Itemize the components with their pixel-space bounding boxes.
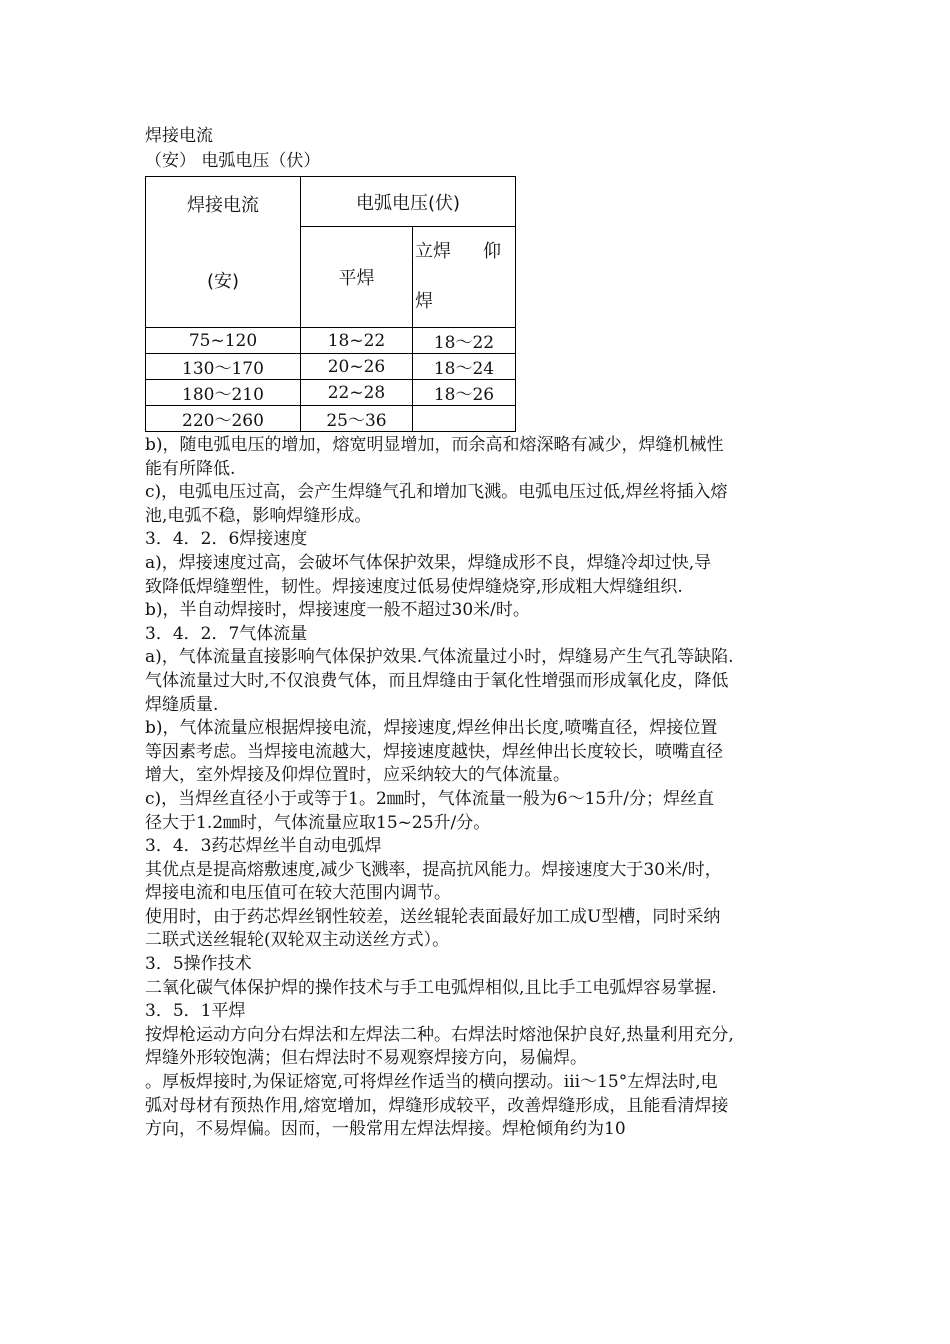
table-cell: 22~28: [301, 380, 413, 406]
text-line: 气体流量过大时,不仅浪费气体，而且焊缝由于氧化性增强而形成氧化皮，降低: [145, 670, 729, 691]
text-line: 焊接电流和电压值可在较大范围内调节。: [145, 883, 451, 904]
text-line: 方向，不易焊偏。因而，一般常用左焊法焊接。焊枪倾角约为10: [145, 1119, 626, 1140]
table-cell: [413, 406, 516, 432]
table-cell: 75~120: [146, 328, 301, 354]
text-line: 池,电弧不稳，影响焊缝形成。: [145, 505, 372, 526]
text-line: b)，随电弧电压的增加，熔宽明显增加，而余高和熔深略有减少，焊缝机械性: [145, 435, 724, 455]
col-flat-weld: 平焊: [301, 227, 413, 328]
text-line: 等因素考虑。当焊接电流越大，焊接速度越快，焊丝伸出长度较长，喷嘴直径: [145, 741, 723, 762]
text-line: 3．4．2．6焊接速度: [145, 529, 308, 550]
text-line: 致降低焊缝塑性，韧性。焊接速度过低易使焊缝烧穿,形成粗大焊缝组织.: [145, 576, 683, 597]
text-line: 3．5．1平焊: [145, 1001, 246, 1022]
text-line: c)，当焊丝直径小于或等于1。2㎜时，气体流量一般为6～15升/分；焊丝直: [145, 788, 714, 809]
text-line: b)，半自动焊接时，焊接速度一般不超过30米/时。: [145, 600, 530, 621]
text-line: 按焊枪运动方向分右焊法和左焊法二种。右焊法时熔池保护良好,热量利用充分,: [145, 1024, 734, 1045]
pre-table-caption: [145, 124, 825, 176]
col-overhead-label-b: 焊: [415, 291, 433, 312]
body-text: [145, 434, 825, 1142]
text-line: 二联式送丝辊轮(双轮双主动送丝方式）。: [145, 930, 450, 951]
text-line: 增大，室外焊接及仰焊位置时，应采纳较大的气体流量。: [145, 765, 570, 786]
table-row: [146, 380, 516, 406]
text-line: 3．4．2．7气体流量: [145, 623, 308, 644]
table-cell: 18～26: [413, 380, 516, 406]
text-line: b)，气体流量应根据焊接电流，焊接速度,焊丝伸出长度,喷嘴直径，焊接位置: [145, 718, 718, 739]
document-page: [145, 124, 825, 1142]
text-line: c)，电弧电压过高，会产生焊缝气孔和增加飞溅。电弧电压过低,焊丝将插入熔: [145, 482, 728, 503]
text-line: 焊缝质量.: [145, 694, 219, 715]
welding-parameter-table: [145, 176, 516, 432]
table-cell: 220～260: [146, 406, 301, 432]
table-cell: 25～36: [301, 406, 413, 432]
caption-line-2: （安） 电弧电压（伏）: [145, 151, 321, 171]
text-line: 焊缝外形较饱满；但右焊法时不易观察焊接方向，易偏焊。: [145, 1048, 587, 1069]
text-line: 3．4．3药芯焊丝半自动电弧焊: [145, 836, 382, 857]
table-cell: 20~26: [301, 354, 413, 380]
text-line: 二氧化碳气体保护焊的操作技术与手工电弧焊相似,且比手工电弧焊容易掌握.: [145, 977, 717, 998]
table-cell: 130～170: [146, 354, 301, 380]
text-line: a)，焊接速度过高，会破坏气体保护效果，焊缝成形不良，焊缝冷却过快,导: [145, 552, 712, 573]
table-cell: 180～210: [146, 380, 301, 406]
col-overhead-label-a: 仰: [483, 241, 501, 262]
header-current: 焊接电流: [187, 195, 259, 216]
header-current-unit: (安): [206, 271, 240, 292]
col-vertical-label: 立焊: [415, 241, 451, 262]
text-line: 弧对母材有预热作用,熔宽增加，焊缝形成较平，改善焊缝形成，且能看清焊接: [145, 1095, 729, 1116]
text-line: 能有所降低.: [145, 458, 236, 479]
col-vertical-overhead-weld: [413, 227, 516, 328]
table-cell: 18～24: [413, 354, 516, 380]
text-line: 。厚板焊接时,为保证熔宽,可将焊丝作适当的横向摆动。ⅲ～15°左焊法时,电: [145, 1072, 718, 1093]
table-cell: 18~22: [301, 328, 413, 354]
table-row: [146, 354, 516, 380]
text-line: 其优点是提高熔敷速度,减少飞溅率，提高抗风能力。焊接速度大于30米/时，: [145, 859, 722, 880]
header-voltage: 电弧电压(伏): [301, 177, 516, 227]
text-line: 3．5操作技术: [145, 954, 252, 975]
text-line: 使用时，由于药芯焊丝钢性较差，送丝辊轮表面最好加工成U型槽，同时采纳: [145, 906, 721, 927]
caption-line-1: 焊接电流: [145, 126, 213, 146]
table-cell: 18～22: [413, 328, 516, 354]
text-line: a)，气体流量直接影响气体保护效果.气体流量过小时，焊缝易产生气孔等缺陷.: [145, 647, 734, 668]
table-row: [146, 406, 516, 432]
text-line: 径大于1.2㎜时，气体流量应取15~25升/分。: [145, 812, 491, 833]
header-current-cell: [146, 177, 301, 328]
table-row: [146, 328, 516, 354]
